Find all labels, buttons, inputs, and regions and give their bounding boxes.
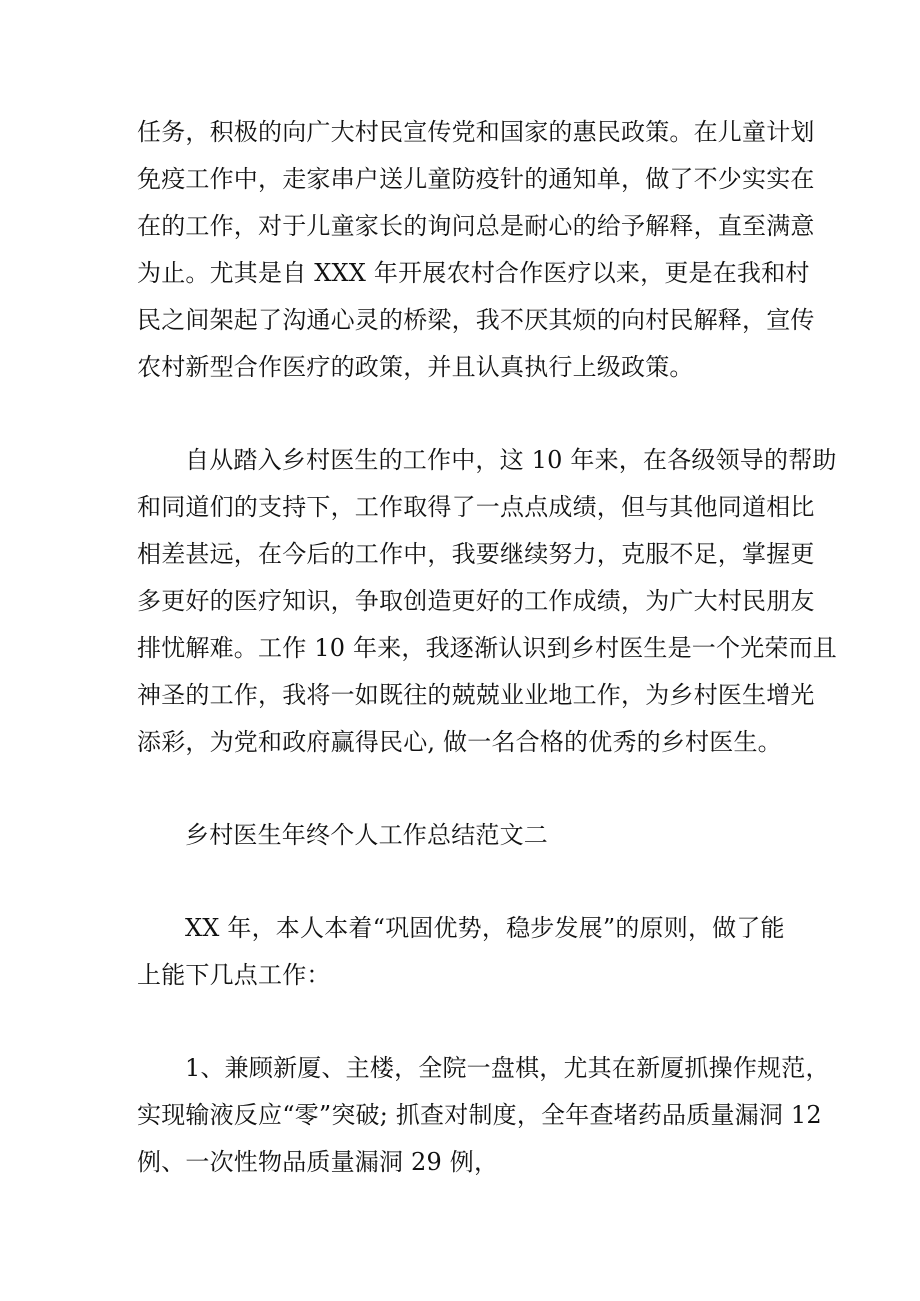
paragraph-4-line-1: 1、兼顾新厦、主楼，全院一盘棋，尤其在新厦抓操作规范，	[185, 1054, 830, 1082]
section-heading: 乡村医生年终个人工作总结范文二	[185, 821, 548, 849]
paragraph-3-line-2: 上能下几点工作：	[137, 961, 331, 989]
paragraph-2-line-6: 神圣的工作，我将一如既往的兢兢业业地工作，为乡村医生增光	[137, 681, 815, 709]
paragraph-1-line-5: 民之间架起了沟通心灵的桥梁，我不厌其烦的向村民解释，宣传	[137, 306, 815, 334]
paragraph-2-line-1: 自从踏入乡村医生的工作中，这 10 年来，在各级领导的帮助	[185, 446, 837, 474]
paragraph-1-line-3: 在的工作，对于儿童家长的询问总是耐心的给予解释，直至满意	[137, 212, 815, 240]
paragraph-1-line-2: 免疫工作中，走家串户送儿童防疫针的通知单，做了不少实实在	[137, 165, 815, 193]
paragraph-1-line-4: 为止。尤其是自 XXX 年开展农村合作医疗以来，更是在我和村	[137, 259, 810, 287]
paragraph-4-line-2: 实现输液反应“零”突破; 抓查对制度，全年查堵药品质量漏洞 12	[137, 1101, 822, 1129]
paragraph-2-line-5: 排忧解难。工作 10 年来，我逐渐认识到乡村医生是一个光荣而且	[137, 634, 837, 662]
paragraph-2-line-3: 相差甚远，在今后的工作中，我要继续努力，克服不足，掌握更	[137, 540, 815, 568]
paragraph-1-line-1: 任务，积极的向广大村民宣传党和国家的惠民政策。在儿童计划	[137, 118, 815, 146]
paragraph-2-line-2: 和同道们的支持下，工作取得了一点点成绩，但与其他同道相比	[137, 493, 815, 521]
paragraph-4-line-3: 例、一次性物品质量漏洞 29 例，	[137, 1148, 499, 1176]
paragraph-3-line-1: XX 年，本人本着“巩固优势，稳步发展”的原则，做了能	[185, 914, 785, 942]
paragraph-2-line-4: 多更好的医疗知识，争取创造更好的工作成绩，为广大村民朋友	[137, 587, 815, 615]
paragraph-1-line-6: 农村新型合作医疗的政策，并且认真执行上级政策。	[137, 353, 694, 381]
paragraph-2-line-7: 添彩，为党和政府赢得民心, 做一名合格的优秀的乡村医生。	[137, 728, 782, 756]
